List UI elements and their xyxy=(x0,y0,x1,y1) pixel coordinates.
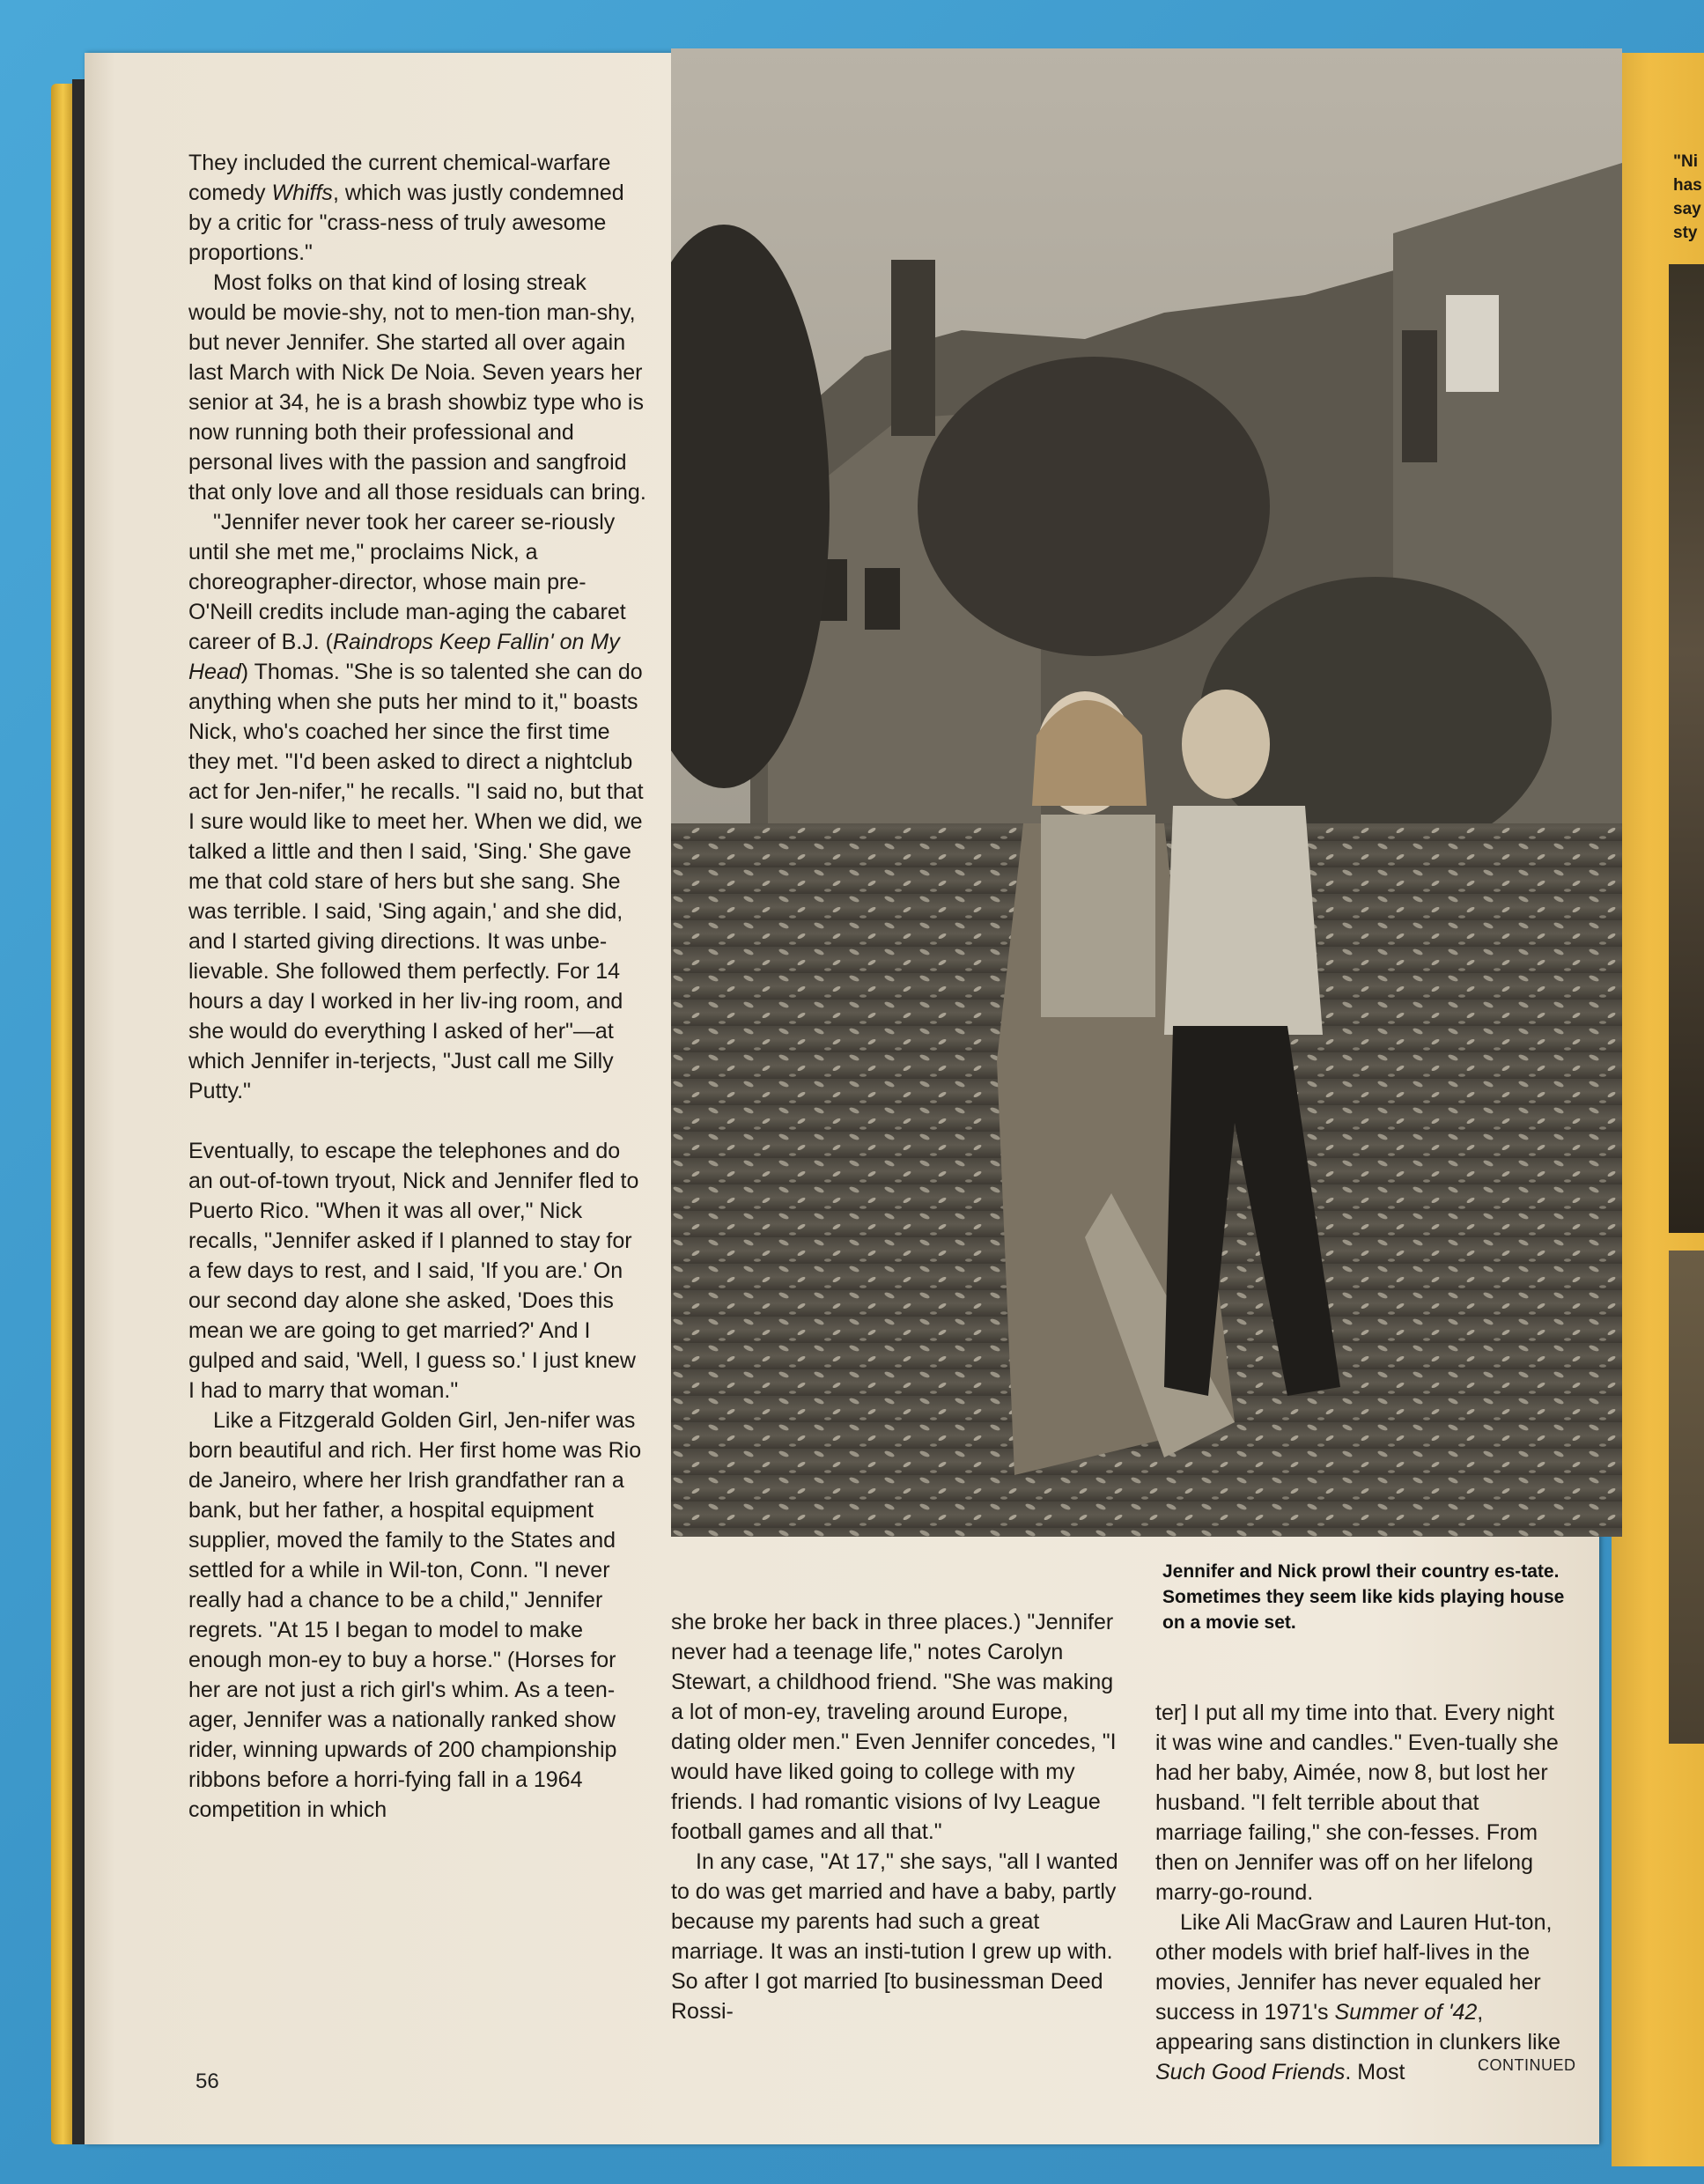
paragraph: In any case, "At 17," she says, "all I wanted to do was get married and have a baby, partly because my parents had such a great marriage. It was an insti-tution I grew up with. So after I got married [to businessman Deed Rossi- xyxy=(671,1849,1118,2024)
film-title: Such Good Friends xyxy=(1155,2060,1346,2084)
paragraph-text: , which was justly condemned by a critic for "crass-ness of truly awesome proportions." xyxy=(188,181,624,265)
article-column-1 xyxy=(188,148,646,1825)
paragraph-text: . Most xyxy=(1345,2060,1405,2084)
paragraph-text: ) Thomas. "She is so talented she can do anything when she puts her mind to it," boasts Nick, who's coached her since the first time they met. "I'd been asked to direct a nightclub act for Jen-nifer," he recalls. "I said no, but that I sure would like to meet her. When we did, we talked a little and then I said, 'Sing.' She gave me that cold stare of hers but she sang. She was terrible. I said, 'Sing again,' and she did, and I started giving directions. It was unbe-lievable. She followed them perfectly. For 14 hours a day I worked in her liv-ing room, and she would do everything I asked of her"—at which Jennifer in-terjects, "Just call me Silly Putty." xyxy=(188,660,644,1103)
article-column-2 xyxy=(671,1607,1120,2026)
paragraph: she broke her back in three places.) "Jennifer never had a teenage life," notes Carolyn Stewart, a childhood friend. "She was making a lot of mon-ey, traveling around Europe, dating older men." Even Jennifer concedes, "I would have liked going to college with my friends. I had romantic visions of Ivy League football games and all that." xyxy=(671,1610,1117,1844)
article-column-3 xyxy=(1155,1698,1569,2087)
photo-image xyxy=(671,48,1622,1537)
photo-caption: Jennifer and Nick prowl their country es-tate. Sometimes they seem like kids playing house on a movie set. xyxy=(1162,1561,1565,1633)
next-page-photo-bottom xyxy=(1669,1251,1704,1744)
magazine-page xyxy=(85,53,1599,2144)
song-title: Raindrops Keep Fallin' on My Head xyxy=(188,630,620,684)
film-title: Summer of '42 xyxy=(1334,2000,1478,2025)
film-title: Whiffs xyxy=(271,181,333,205)
continued-label: CONTINUED xyxy=(1478,2056,1576,2074)
next-page-text-fragment: "Ni has say sty xyxy=(1673,152,1702,242)
paragraph: Eventually, to escape the telephones and do an out-of-town tryout, Nick and Jennifer fled to Puerto Rico. "When it was all over," Nick recalls, "Jennifer asked if I planned to stay for a few days to rest, and I said, 'If you are.' On our second day alone she asked, 'Does this mean we are going to get married?' And I gulped and said, 'Well, I guess so.' I just knew I had to marry that woman." xyxy=(188,1139,639,1403)
paragraph-text: "Jennifer never took her career se-riously until she met me," proclaims Nick, a choreographer-director, whose main pre-O'Neill credits include man-aging the cabaret career of B.J. ( xyxy=(188,510,626,654)
page-number: 56 xyxy=(195,2070,219,2093)
paragraph xyxy=(188,507,646,1106)
paragraph: Most folks on that kind of losing streak would be movie-shy, not to men-tion man-shy, but never Jennifer. She started all over again last March with Nick De Noia. Seven years her senior at 34, he is a brash showbiz type who is now running both their professional and personal lives with the passion and sangfroid that only love and all those residuals can bring. xyxy=(188,270,646,505)
paragraph-text: , appearing sans distinction in clunkers like xyxy=(1155,2000,1560,2055)
couple-photo xyxy=(671,48,1622,1537)
paragraph: Like a Fitzgerald Golden Girl, Jen-nifer was born beautiful and rich. Her first home was Rio de Janeiro, where her Irish grandfather ran a bank, but her father, a hospital equipment supplier, moved the family to the States and settled for a while in Wil-ton, Conn. "I never really had a chance to be a child," Jennifer regrets. "At 15 I began to model to make enough mon-ey to buy a horse." (Horses for her are not just a rich girl's whim. As a teen-ager, Jennifer was a nationally ranked show rider, winning upwards of 200 championship ribbons before a horri-fying fall in a 1964 competition in which xyxy=(188,1408,642,1822)
paragraph xyxy=(188,148,646,268)
paragraph-text: They included the current chemical-warfare comedy xyxy=(188,151,611,205)
next-page-photo-top xyxy=(1669,264,1704,1233)
paragraph: ter] I put all my time into that. Every night it was wine and candles." Even-tually she had her baby, Aimée, now 8, but lost her husband. "I felt terrible about that marriage failing," she con-fesses. From then on Jennifer was off on her lifelong marry-go-round. xyxy=(1155,1701,1559,1905)
paragraph-text: Like Ali MacGraw and Lauren Hut-ton, other models with brief half-lives in the movies, Jennifer has never equaled her success in 1971's xyxy=(1155,1910,1553,2025)
